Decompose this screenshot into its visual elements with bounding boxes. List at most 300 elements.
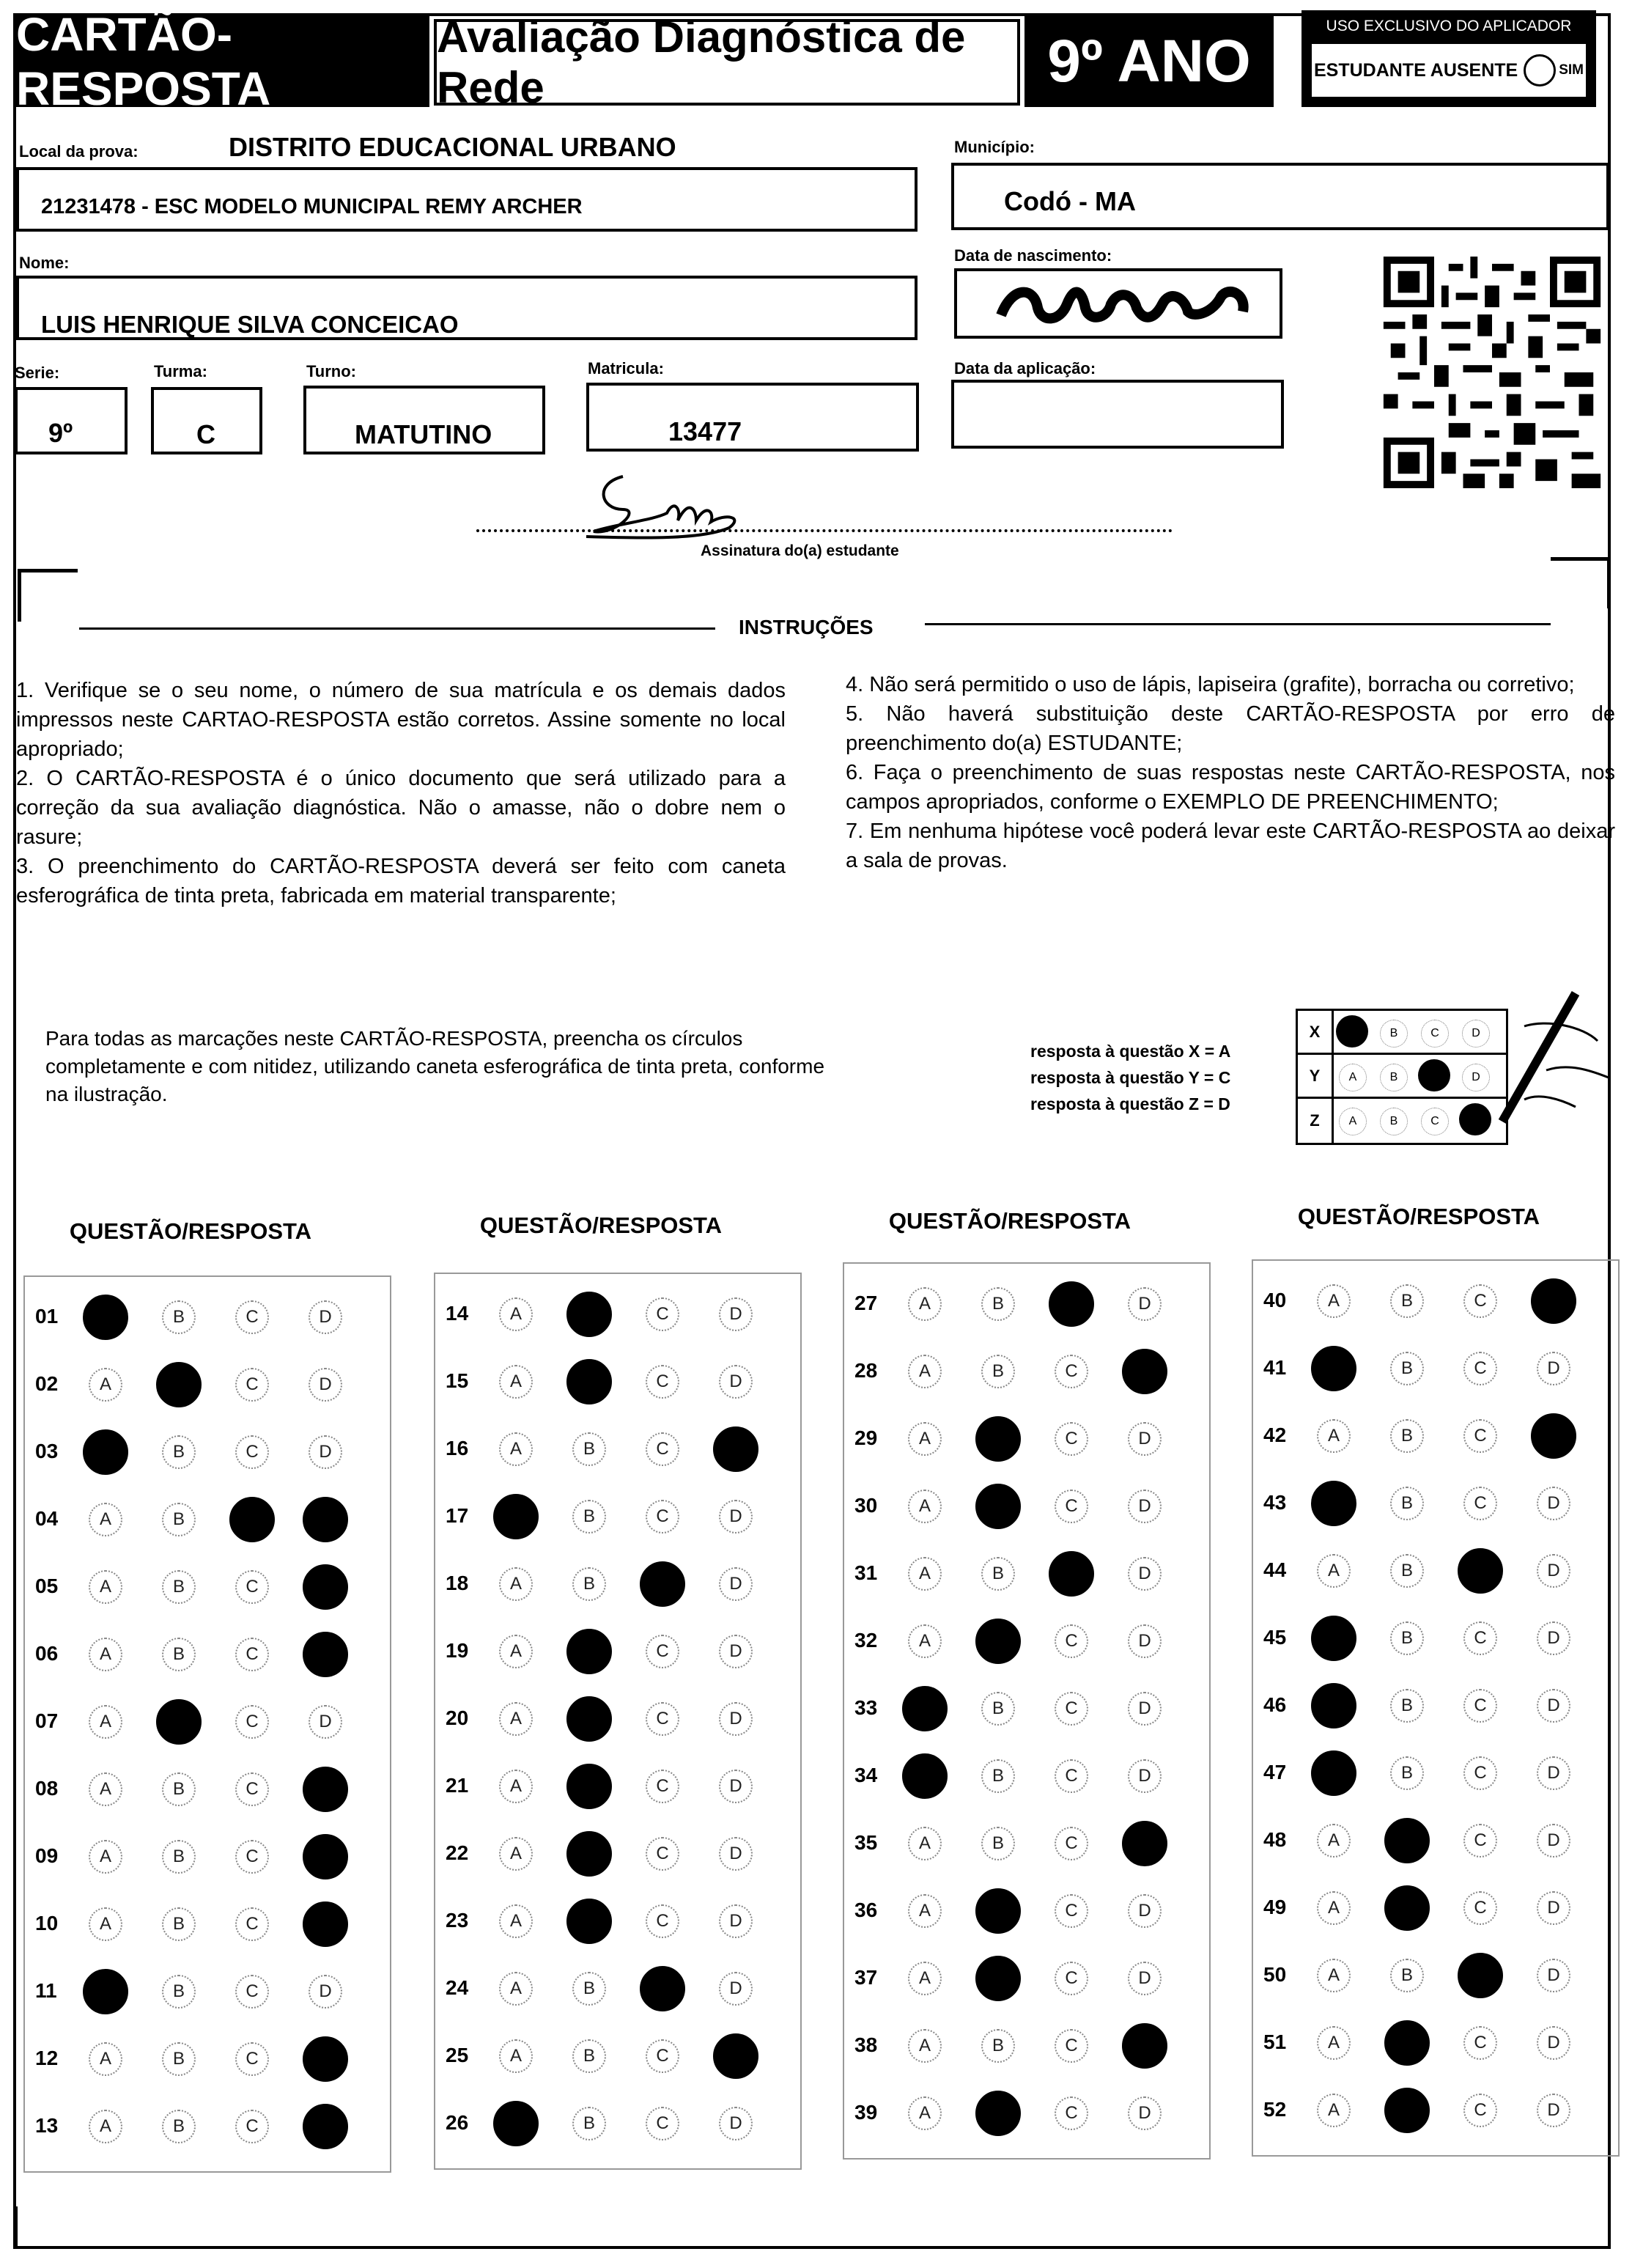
answer-bubble-b[interactable]: B bbox=[1390, 1621, 1424, 1655]
answer-bubble-a[interactable]: A bbox=[89, 2110, 122, 2143]
answer-bubble-c[interactable] bbox=[1049, 1281, 1094, 1327]
answer-bubble-b[interactable] bbox=[566, 1899, 612, 1944]
answer-bubble-d[interactable]: D bbox=[1537, 1352, 1570, 1385]
answer-bubble-b[interactable]: B bbox=[981, 1287, 1015, 1321]
example-bubble-c: C bbox=[1421, 1020, 1449, 1048]
example-grid bbox=[1296, 1009, 1508, 1145]
answer-bubble-d[interactable]: D bbox=[1537, 2026, 1570, 2060]
answer-bubble-c[interactable] bbox=[640, 1966, 685, 2011]
example-legend bbox=[1030, 1038, 1230, 1117]
example-bubble-a bbox=[1336, 1015, 1368, 1048]
answer-bubble-b[interactable] bbox=[1384, 1885, 1430, 1931]
answer-bubble-d[interactable]: D bbox=[719, 1365, 753, 1399]
answer-bubble-d[interactable]: D bbox=[719, 1837, 753, 1871]
answer-bubble-a[interactable]: A bbox=[908, 1355, 942, 1388]
answer-bubble-c[interactable]: C bbox=[1055, 1490, 1088, 1523]
answer-bubble-a[interactable]: A bbox=[89, 1570, 122, 1604]
column-title: QUESTÃO/RESPOSTA bbox=[69, 1218, 312, 1244]
nome-label: Nome: bbox=[19, 254, 70, 272]
answer-bubble-c[interactable] bbox=[1458, 1953, 1503, 1998]
answer-bubble-d[interactable]: D bbox=[719, 1770, 753, 1803]
answer-bubble-c[interactable]: C bbox=[646, 1432, 679, 1466]
answer-bubble-b[interactable]: B bbox=[981, 1557, 1015, 1591]
question-row bbox=[435, 1484, 800, 1551]
answer-bubble-a[interactable]: A bbox=[499, 1432, 533, 1466]
answer-bubble-c[interactable] bbox=[1049, 1551, 1094, 1597]
answer-bubble-b[interactable]: B bbox=[1390, 1487, 1424, 1520]
answer-bubble-b[interactable]: B bbox=[1390, 1352, 1424, 1385]
answer-bubble-b[interactable]: B bbox=[572, 1500, 606, 1534]
answer-bubble-c[interactable]: C bbox=[1055, 1827, 1088, 1860]
answer-bubble-a[interactable] bbox=[1311, 1750, 1356, 1796]
question-number: 02 bbox=[35, 1372, 59, 1395]
answer-bubble-c[interactable]: C bbox=[646, 1500, 679, 1534]
answer-bubble-a[interactable]: A bbox=[1317, 1419, 1351, 1453]
answer-bubble-b[interactable]: B bbox=[1390, 1756, 1424, 1790]
answer-bubble-c[interactable]: C bbox=[235, 1772, 269, 1806]
question-row bbox=[844, 1339, 1209, 1406]
answer-bubble-c[interactable]: C bbox=[235, 1300, 269, 1334]
answer-bubble-b[interactable]: B bbox=[1390, 1284, 1424, 1318]
answer-bubble-d[interactable] bbox=[303, 1767, 348, 1812]
answer-bubble-c[interactable]: C bbox=[1463, 1756, 1497, 1790]
question-row bbox=[25, 1689, 390, 1756]
answer-bubble-a[interactable] bbox=[1311, 1683, 1356, 1728]
question-row bbox=[1253, 1470, 1618, 1538]
answer-bubble-d[interactable]: D bbox=[719, 1702, 753, 1736]
question-number: 38 bbox=[854, 2033, 878, 2056]
answer-bubble-d[interactable] bbox=[1531, 1413, 1576, 1459]
answer-bubble-d[interactable]: D bbox=[309, 1368, 342, 1402]
answer-bubble-a[interactable]: A bbox=[499, 1635, 533, 1668]
assessment-title: Avaliação Diagnóstica de Rede bbox=[434, 19, 1020, 106]
example-bubble-b: B bbox=[1380, 1064, 1408, 1091]
answer-bubble-a[interactable]: A bbox=[89, 2042, 122, 2076]
corner-left-h bbox=[18, 569, 78, 572]
answer-column bbox=[23, 1275, 391, 2173]
answer-bubble-d[interactable] bbox=[1122, 1821, 1167, 1866]
answer-bubble-b[interactable]: B bbox=[981, 1827, 1015, 1860]
instructions-right bbox=[846, 670, 1615, 875]
turma-label: Turma: bbox=[154, 362, 207, 380]
municipio-label: Município: bbox=[954, 138, 1035, 156]
answer-bubble-b[interactable] bbox=[566, 1696, 612, 1742]
corner-right-v bbox=[1607, 557, 1611, 608]
answer-bubble-c[interactable] bbox=[640, 1561, 685, 1607]
answer-bubble-b[interactable]: B bbox=[162, 1300, 196, 1334]
answer-bubble-b[interactable] bbox=[975, 1888, 1021, 1934]
answer-bubble-d[interactable]: D bbox=[719, 1500, 753, 1534]
answer-bubble-a[interactable]: A bbox=[1317, 2094, 1351, 2127]
answer-bubble-b[interactable]: B bbox=[162, 1570, 196, 1604]
local-label: Local da prova: bbox=[19, 142, 139, 161]
answer-bubble-c[interactable]: C bbox=[1055, 1422, 1088, 1456]
question-number: 14 bbox=[446, 1302, 469, 1325]
answer-bubble-c[interactable]: C bbox=[235, 1368, 269, 1402]
qr-code bbox=[1382, 257, 1602, 492]
answer-bubble-c[interactable]: C bbox=[235, 1638, 269, 1671]
answer-bubble-a[interactable] bbox=[902, 1686, 948, 1731]
answer-bubble-b[interactable]: B bbox=[162, 1840, 196, 1874]
answer-bubble-b[interactable] bbox=[975, 1956, 1021, 2001]
answer-bubble-a[interactable]: A bbox=[1317, 1959, 1351, 1992]
answer-bubble-b[interactable]: B bbox=[162, 2110, 196, 2143]
card-title: CARTÃO-RESPOSTA bbox=[16, 16, 429, 107]
answer-bubble-c[interactable]: C bbox=[1055, 2096, 1088, 2130]
serie-value: 9º bbox=[48, 418, 73, 448]
example-row bbox=[1298, 1099, 1506, 1143]
answer-bubble-a[interactable] bbox=[493, 1494, 539, 1539]
absent-label: ESTUDANTE AUSENTE bbox=[1313, 59, 1518, 81]
answer-bubble-a[interactable]: A bbox=[1317, 1284, 1351, 1318]
answer-bubble-b[interactable]: B bbox=[162, 2042, 196, 2076]
answer-bubble-c[interactable]: C bbox=[1055, 1692, 1088, 1726]
question-row bbox=[1253, 2077, 1618, 2145]
answer-bubble-b[interactable] bbox=[566, 1359, 612, 1404]
answer-bubble-a[interactable]: A bbox=[499, 1770, 533, 1803]
answer-bubble-d[interactable]: D bbox=[309, 1435, 342, 1469]
question-row bbox=[844, 1271, 1209, 1339]
answer-bubble-a[interactable]: A bbox=[1317, 2026, 1351, 2060]
answer-bubble-c[interactable]: C bbox=[1463, 1891, 1497, 1925]
answer-bubble-b[interactable]: B bbox=[1390, 1959, 1424, 1992]
answer-bubble-b[interactable] bbox=[156, 1699, 202, 1745]
example-bubble-a: A bbox=[1339, 1108, 1367, 1135]
answer-bubble-c[interactable]: C bbox=[1463, 1487, 1497, 1520]
answer-bubble-b[interactable]: B bbox=[162, 1907, 196, 1941]
question-row bbox=[25, 1959, 390, 2026]
answer-bubble-d[interactable] bbox=[713, 1426, 758, 1472]
answer-bubble-d[interactable] bbox=[303, 1497, 348, 1542]
answer-bubble-c[interactable] bbox=[229, 1497, 275, 1542]
answer-bubble-c[interactable]: C bbox=[235, 1975, 269, 2009]
question-row bbox=[1253, 1605, 1618, 1673]
question-row bbox=[844, 1676, 1209, 1743]
answer-column bbox=[434, 1273, 802, 2170]
answer-bubble-c[interactable]: C bbox=[646, 2039, 679, 2073]
answer-bubble-a[interactable] bbox=[1311, 1346, 1356, 1391]
answer-bubble-b[interactable]: B bbox=[162, 1975, 196, 2009]
answer-bubble-a[interactable]: A bbox=[908, 2029, 942, 2063]
answer-bubble-c[interactable]: C bbox=[1055, 1894, 1088, 1928]
answer-bubble-b[interactable]: B bbox=[1390, 1554, 1424, 1588]
answer-bubble-b[interactable]: B bbox=[162, 1638, 196, 1671]
answer-bubble-c[interactable]: C bbox=[1055, 1759, 1088, 1793]
answer-bubble-a[interactable] bbox=[83, 1429, 128, 1475]
answer-bubble-a[interactable]: A bbox=[908, 1287, 942, 1321]
question-number: 12 bbox=[35, 2047, 59, 2069]
question-row bbox=[25, 2094, 390, 2161]
answer-bubble-b[interactable]: B bbox=[162, 1435, 196, 1469]
answer-bubble-a[interactable]: A bbox=[908, 1827, 942, 1860]
answer-bubble-c[interactable]: C bbox=[235, 2042, 269, 2076]
instructions-rule-right bbox=[925, 623, 1551, 625]
answer-bubble-c[interactable]: C bbox=[646, 2107, 679, 2140]
answer-bubble-c[interactable]: C bbox=[1055, 2029, 1088, 2063]
answer-bubble-a[interactable]: A bbox=[908, 1557, 942, 1591]
answer-bubble-c[interactable]: C bbox=[235, 2110, 269, 2143]
question-number: 31 bbox=[854, 1561, 878, 1584]
nascimento-label: Data de nascimento: bbox=[954, 246, 1112, 265]
aplicacao-label: Data da aplicação: bbox=[954, 359, 1096, 378]
answer-bubble-c[interactable]: C bbox=[1463, 1689, 1497, 1723]
serie-label: Serie: bbox=[15, 364, 60, 382]
question-number: 44 bbox=[1263, 1558, 1287, 1581]
answer-bubble-d[interactable]: D bbox=[719, 1567, 753, 1601]
column-title: QUESTÃO/RESPOSTA bbox=[1297, 1204, 1540, 1229]
question-row bbox=[844, 1811, 1209, 1878]
absent-bubble[interactable] bbox=[1524, 54, 1556, 86]
answer-bubble-a[interactable]: A bbox=[499, 1904, 533, 1938]
answer-bubble-a[interactable] bbox=[1311, 1616, 1356, 1661]
question-row bbox=[844, 1473, 1209, 1541]
answer-bubble-a[interactable]: A bbox=[499, 1837, 533, 1871]
question-number: 17 bbox=[446, 1504, 469, 1527]
answer-bubble-a[interactable] bbox=[1311, 1481, 1356, 1526]
question-number: 43 bbox=[1263, 1491, 1287, 1514]
question-number: 39 bbox=[854, 2101, 878, 2124]
answer-bubble-c[interactable] bbox=[1458, 1548, 1503, 1594]
answer-bubble-d[interactable]: D bbox=[1537, 1554, 1570, 1588]
answer-bubble-c[interactable]: C bbox=[235, 1840, 269, 1874]
question-row bbox=[844, 1945, 1209, 2013]
question-row bbox=[435, 2023, 800, 2091]
answer-bubble-b[interactable]: B bbox=[1390, 1689, 1424, 1723]
signature-label: Assinatura do(a) estudante bbox=[701, 542, 899, 559]
answer-bubble-d[interactable]: D bbox=[1128, 2096, 1162, 2130]
answer-bubble-b[interactable] bbox=[566, 1831, 612, 1877]
answer-bubble-a[interactable] bbox=[493, 2101, 539, 2146]
answer-bubble-c[interactable]: C bbox=[646, 1365, 679, 1399]
answer-bubble-b[interactable]: B bbox=[572, 2107, 606, 2140]
answer-bubble-a[interactable]: A bbox=[908, 1962, 942, 1995]
answer-bubble-a[interactable]: A bbox=[89, 1907, 122, 1941]
signature bbox=[572, 469, 762, 553]
answer-bubble-a[interactable]: A bbox=[89, 1705, 122, 1739]
answer-bubble-b[interactable] bbox=[566, 1764, 612, 1809]
answer-bubble-b[interactable]: B bbox=[572, 1432, 606, 1466]
answer-bubble-b[interactable] bbox=[975, 1619, 1021, 1664]
question-number: 10 bbox=[35, 1912, 59, 1934]
answer-bubble-d[interactable]: D bbox=[1128, 1557, 1162, 1591]
answer-bubble-c[interactable]: C bbox=[646, 1770, 679, 1803]
question-row bbox=[25, 1352, 390, 1419]
answer-bubble-c[interactable]: C bbox=[1463, 1352, 1497, 1385]
answer-bubble-b[interactable] bbox=[975, 1416, 1021, 1462]
instruction-4: 4. Não será permitido o uso de lápis, lapiseira (grafite), borracha ou corretivo; bbox=[846, 673, 1575, 696]
answer-bubble-a[interactable]: A bbox=[908, 1624, 942, 1658]
question-row bbox=[435, 2091, 800, 2158]
answer-bubble-a[interactable]: A bbox=[908, 1894, 942, 1928]
question-row bbox=[1253, 1875, 1618, 1943]
answer-bubble-c[interactable]: C bbox=[1055, 1355, 1088, 1388]
answer-bubble-d[interactable]: D bbox=[1537, 1621, 1570, 1655]
example-line-x: resposta à questão X = A bbox=[1030, 1042, 1231, 1061]
question-row bbox=[25, 1419, 390, 1487]
answer-bubble-c[interactable]: C bbox=[235, 1435, 269, 1469]
answer-bubble-a[interactable] bbox=[83, 1969, 128, 2014]
answer-bubble-d[interactable]: D bbox=[719, 1297, 753, 1331]
answer-bubble-c[interactable]: C bbox=[1463, 1824, 1497, 1858]
answer-bubble-d[interactable]: D bbox=[1128, 1692, 1162, 1726]
answer-bubble-d[interactable] bbox=[303, 1564, 348, 1610]
answer-column bbox=[1252, 1259, 1620, 2157]
answer-bubble-a[interactable]: A bbox=[89, 1368, 122, 1402]
question-number: 45 bbox=[1263, 1626, 1287, 1649]
fill-note: Para todas as marcações neste CARTÃO-RESPOSTA, preencha os círculos completamente e com nitidez, utilizando caneta esferográfica de tinta preta, conforme na ilustração. bbox=[45, 1027, 825, 1105]
question-row bbox=[25, 1284, 390, 1352]
answer-bubble-d[interactable] bbox=[303, 2036, 348, 2082]
question-row bbox=[1253, 1740, 1618, 1808]
answer-bubble-d[interactable]: D bbox=[1537, 1824, 1570, 1858]
turma-value: C bbox=[196, 419, 215, 449]
answer-bubble-a[interactable]: A bbox=[499, 1365, 533, 1399]
answer-bubble-d[interactable]: D bbox=[1537, 1689, 1570, 1723]
instruction-7: 7. Em nenhuma hipótese você poderá levar este CARTÃO-RESPOSTA ao deixar a sala de provas. bbox=[846, 820, 1615, 872]
question-number: 35 bbox=[854, 1831, 878, 1854]
answer-bubble-d[interactable] bbox=[303, 1901, 348, 1947]
question-number: 41 bbox=[1263, 1356, 1287, 1379]
answer-bubble-d[interactable]: D bbox=[719, 1972, 753, 2006]
answer-bubble-c[interactable]: C bbox=[1463, 1621, 1497, 1655]
answer-bubble-d[interactable] bbox=[303, 1632, 348, 1677]
answer-bubble-a[interactable]: A bbox=[908, 1490, 942, 1523]
question-number: 03 bbox=[35, 1440, 59, 1462]
answer-bubble-d[interactable]: D bbox=[309, 1705, 342, 1739]
bottom-corner-mark bbox=[15, 2206, 18, 2249]
answer-bubble-d[interactable]: D bbox=[719, 1635, 753, 1668]
answer-bubble-c[interactable]: C bbox=[646, 1837, 679, 1871]
answer-bubble-c[interactable]: C bbox=[1463, 2026, 1497, 2060]
answer-bubble-c[interactable]: C bbox=[235, 1705, 269, 1739]
question-number: 47 bbox=[1263, 1761, 1287, 1783]
matricula-label: Matricula: bbox=[588, 359, 664, 378]
question-number: 01 bbox=[35, 1305, 59, 1328]
answer-bubble-b[interactable] bbox=[566, 1629, 612, 1674]
answer-bubble-b[interactable] bbox=[1384, 2088, 1430, 2133]
answer-bubble-d[interactable]: D bbox=[1128, 1894, 1162, 1928]
answer-bubble-d[interactable] bbox=[1122, 1349, 1167, 1394]
answer-bubble-d[interactable]: D bbox=[1537, 1756, 1570, 1790]
answer-bubble-b[interactable]: B bbox=[981, 1692, 1015, 1726]
answer-bubble-b[interactable]: B bbox=[572, 2039, 606, 2073]
answer-bubble-b[interactable] bbox=[566, 1292, 612, 1337]
answer-bubble-a[interactable]: A bbox=[499, 1297, 533, 1331]
question-row bbox=[1253, 1673, 1618, 1740]
instructions-title: INSTRUÇÕES bbox=[739, 616, 874, 638]
answer-bubble-c[interactable]: C bbox=[1463, 2094, 1497, 2127]
question-number: 50 bbox=[1263, 1963, 1287, 1986]
answer-bubble-d[interactable]: D bbox=[719, 2107, 753, 2140]
question-number: 29 bbox=[854, 1426, 878, 1449]
answer-bubble-a[interactable]: A bbox=[908, 1422, 942, 1456]
answer-bubble-c[interactable]: C bbox=[1463, 1419, 1497, 1453]
answer-bubble-c[interactable]: C bbox=[1055, 1962, 1088, 1995]
answer-bubble-d[interactable] bbox=[1122, 2023, 1167, 2069]
example-bubble-b: B bbox=[1380, 1108, 1408, 1135]
answer-bubble-a[interactable] bbox=[902, 1753, 948, 1799]
answer-bubble-d[interactable]: D bbox=[1128, 1759, 1162, 1793]
question-number: 40 bbox=[1263, 1289, 1287, 1311]
answer-bubble-b[interactable]: B bbox=[981, 1355, 1015, 1388]
question-row bbox=[435, 1956, 800, 2023]
instructions-rule-left bbox=[79, 627, 715, 630]
answer-bubble-d[interactable] bbox=[713, 2033, 758, 2079]
answer-bubble-b[interactable]: B bbox=[1390, 1419, 1424, 1453]
answer-bubble-d[interactable]: D bbox=[1128, 1624, 1162, 1658]
answer-bubble-a[interactable]: A bbox=[499, 1972, 533, 2006]
answer-bubble-c[interactable]: C bbox=[1463, 1284, 1497, 1318]
answer-bubble-a[interactable]: A bbox=[89, 1503, 122, 1536]
answer-bubble-d[interactable]: D bbox=[309, 1300, 342, 1334]
answer-bubble-c[interactable]: C bbox=[1055, 1624, 1088, 1658]
answer-bubble-c[interactable]: C bbox=[646, 1297, 679, 1331]
answer-bubble-d[interactable] bbox=[303, 2104, 348, 2149]
answer-bubble-a[interactable]: A bbox=[1317, 1554, 1351, 1588]
answer-bubble-a[interactable] bbox=[83, 1295, 128, 1340]
answer-bubble-c[interactable]: C bbox=[235, 1907, 269, 1941]
answer-bubble-b[interactable] bbox=[1384, 1818, 1430, 1863]
answer-bubble-b[interactable] bbox=[1384, 2020, 1430, 2066]
question-row bbox=[435, 1551, 800, 1619]
answer-bubble-d[interactable]: D bbox=[1537, 1959, 1570, 1992]
answer-bubble-d[interactable] bbox=[1531, 1278, 1576, 1324]
answer-column bbox=[843, 1262, 1211, 2160]
instruction-2: 2. O CARTÃO-RESPOSTA é o único documento que será utilizado para a correção da sua avaliação diagnóstica. Não o amasse, não o dobre nem o rasure; bbox=[16, 767, 786, 849]
answer-bubble-b[interactable]: B bbox=[572, 1567, 606, 1601]
question-row bbox=[25, 1487, 390, 1554]
answer-bubble-c[interactable]: C bbox=[646, 1635, 679, 1668]
local-value: DISTRITO EDUCACIONAL URBANO bbox=[229, 132, 676, 162]
answer-bubble-a[interactable]: A bbox=[499, 1702, 533, 1736]
answer-bubble-a[interactable]: A bbox=[908, 2096, 942, 2130]
question-number: 34 bbox=[854, 1764, 878, 1786]
answer-bubble-d[interactable] bbox=[303, 1834, 348, 1879]
answer-bubble-c[interactable]: C bbox=[646, 1904, 679, 1938]
answer-bubble-b[interactable] bbox=[975, 2091, 1021, 2136]
answer-bubble-b[interactable] bbox=[156, 1362, 202, 1407]
answer-bubble-d[interactable]: D bbox=[1128, 1962, 1162, 1995]
answer-bubble-d[interactable]: D bbox=[1128, 1490, 1162, 1523]
answer-bubble-b[interactable]: B bbox=[162, 1772, 196, 1806]
answer-bubble-c[interactable]: C bbox=[235, 1570, 269, 1604]
answer-bubble-d[interactable]: D bbox=[719, 1904, 753, 1938]
question-number: 25 bbox=[446, 2044, 469, 2066]
answer-bubble-c[interactable]: C bbox=[646, 1702, 679, 1736]
answer-bubble-d[interactable]: D bbox=[1537, 2094, 1570, 2127]
answer-bubble-d[interactable]: D bbox=[1537, 1891, 1570, 1925]
answer-bubble-b[interactable]: B bbox=[981, 2029, 1015, 2063]
answer-bubble-d[interactable]: D bbox=[1537, 1487, 1570, 1520]
answer-bubble-b[interactable]: B bbox=[162, 1503, 196, 1536]
answer-bubble-a[interactable]: A bbox=[1317, 1824, 1351, 1858]
answer-bubble-b[interactable] bbox=[975, 1484, 1021, 1529]
question-row bbox=[435, 1416, 800, 1484]
answer-bubble-d[interactable]: D bbox=[309, 1975, 342, 2009]
answer-bubble-a[interactable]: A bbox=[89, 1638, 122, 1671]
answer-bubble-a[interactable]: A bbox=[499, 2039, 533, 2073]
question-row bbox=[25, 1554, 390, 1621]
example-row bbox=[1298, 1011, 1506, 1055]
answer-bubble-d[interactable]: D bbox=[1128, 1287, 1162, 1321]
answer-bubble-b[interactable]: B bbox=[572, 1972, 606, 2006]
answer-bubble-a[interactable]: A bbox=[499, 1567, 533, 1601]
answer-bubble-a[interactable]: A bbox=[89, 1840, 122, 1874]
answer-bubble-a[interactable]: A bbox=[1317, 1891, 1351, 1925]
answer-bubble-d[interactable]: D bbox=[1128, 1422, 1162, 1456]
answer-bubble-b[interactable]: B bbox=[981, 1759, 1015, 1793]
answer-bubble-a[interactable]: A bbox=[89, 1772, 122, 1806]
